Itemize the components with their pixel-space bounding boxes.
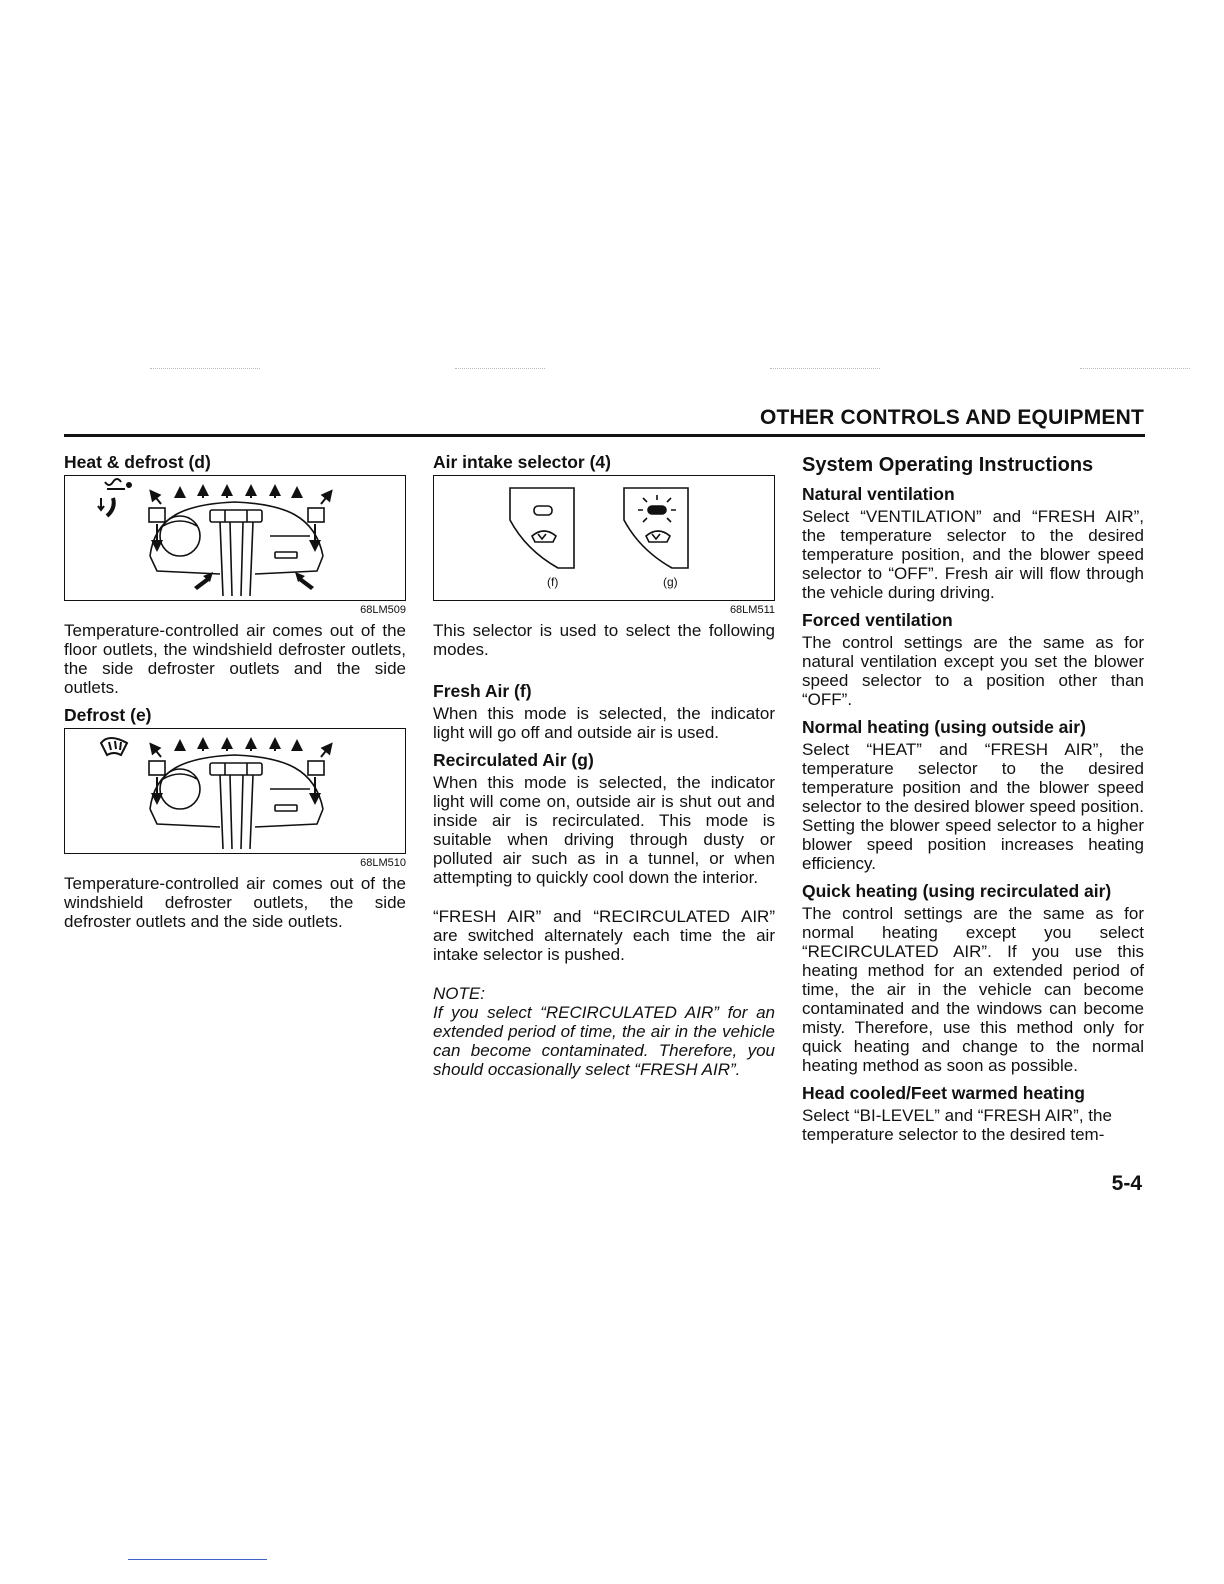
- normal-heating-text: Select “HEAT” and “FRESH AIR”, the temperature selector to the desired temperature position and the blower speed selector to the desired blower speed position. Setting the blower speed selector to a higher blower speed position increases heating efficiency.: [802, 740, 1144, 873]
- heat-defrost-description: Temperature-controlled air comes out of the floor outlets, the windshield defroster outlets, the side defroster outlets and the side outlets.: [64, 621, 406, 697]
- scan-speck: [150, 368, 260, 370]
- heat-defrost-heading: Heat & defrost (d): [64, 452, 211, 472]
- normal-heating-heading: Normal heating (using outside air): [802, 717, 1086, 737]
- natural-ventilation-heading: Natural ventilation: [802, 484, 955, 504]
- forced-ventilation-heading: Forced ventilation: [802, 610, 953, 630]
- forced-ventilation-text: The control settings are the same as for natural ventilation except you set the blower speed selector to a position other than “OFF”.: [802, 633, 1144, 709]
- heat-defrost-mode-icon: [98, 479, 131, 516]
- column-middle: [433, 452, 775, 1079]
- section-header-title: OTHER CONTROLS AND EQUIPMENT: [760, 406, 1144, 429]
- defrost-description: Temperature-controlled air comes out of the windshield defroster outlets, the side defroster outlets and the side outlets.: [64, 874, 406, 931]
- heat-defrost-figure: [64, 475, 406, 601]
- column-left: [64, 452, 406, 931]
- figure-code: 68LM511: [729, 604, 775, 616]
- fresh-air-heading: Fresh Air (f): [433, 681, 532, 701]
- note-label: NOTE:: [433, 984, 485, 1003]
- head-cooled-heading: Head cooled/Feet warmed heating: [802, 1083, 1085, 1103]
- quick-heating-text: The control settings are the same as for normal heating except you select “RECIRCULATED AIR”. If you use this heating method for an extended period of time, the air in the vehicle can become contaminated and the windows can become misty. Therefore, use this method only for quick heating and change to the normal heating method as soon as possible.: [802, 904, 1144, 1075]
- recirculated-air-heading: Recirculated Air (g): [433, 750, 594, 770]
- fresh-air-label: (f): [547, 575, 559, 589]
- air-intake-buttons-diagram: [434, 476, 773, 599]
- defrost-figure: [64, 728, 406, 854]
- quick-heating-heading: Quick heating (using recirculated air): [802, 881, 1112, 901]
- note-text: If you select “RECIRCULATED AIR” for an extended period of time, the air in the vehicle can become contaminated. Therefore, you should occasionally select “FRESH AIR”.: [433, 1003, 775, 1079]
- head-cooled-text: Select “BI-LEVEL” and “FRESH AIR”, the temperature selector to the desired tem-: [802, 1106, 1112, 1144]
- air-intake-intro: This selector is used to select the following modes.: [433, 621, 775, 659]
- scan-speck: [455, 368, 545, 370]
- bottom-decorative-line: [128, 1559, 267, 1560]
- column-right: [802, 452, 1144, 1144]
- fresh-air-button-illustration: [510, 488, 574, 568]
- natural-ventilation-text: Select “VENTILATION” and “FRESH AIR”, the temperature selector to the desired temperature position, and the blower speed selector to “OFF”. Fresh air will flow through the vehicle during driving.: [802, 507, 1144, 602]
- dashboard-airflow-diagram: [65, 729, 404, 852]
- air-intake-figure: [433, 475, 775, 601]
- system-operating-heading: System Operating Instructions: [802, 454, 1094, 476]
- header-rule: [64, 434, 1145, 437]
- dashboard-airflow-diagram: [65, 476, 404, 599]
- defrost-mode-icon: [101, 738, 127, 755]
- recirculated-air-description: When this mode is selected, the indicator light will come on, outside air is shut out and inside air is recirculated. This mode is suitable when driving through dusty or polluted air such as in a tunnel, or when attempting to quickly cool down the interior.: [433, 773, 775, 887]
- defrost-heading: Defrost (e): [64, 705, 152, 725]
- recirculated-air-label: (g): [663, 575, 678, 589]
- page-number: 5-4: [1111, 1172, 1142, 1195]
- switching-description: “FRESH AIR” and “RECIRCULATED AIR” are switched alternately each time the air intake selector is pushed.: [433, 907, 775, 964]
- air-intake-heading: Air intake selector (4): [433, 452, 611, 472]
- recirculated-air-button-illustration: [624, 488, 688, 568]
- scan-speck: [1080, 368, 1190, 370]
- figure-code: 68LM509: [360, 604, 406, 616]
- scan-speck: [770, 368, 880, 370]
- fresh-air-description: When this mode is selected, the indicator light will go off and outside air is used.: [433, 704, 775, 742]
- figure-code: 68LM510: [360, 857, 406, 869]
